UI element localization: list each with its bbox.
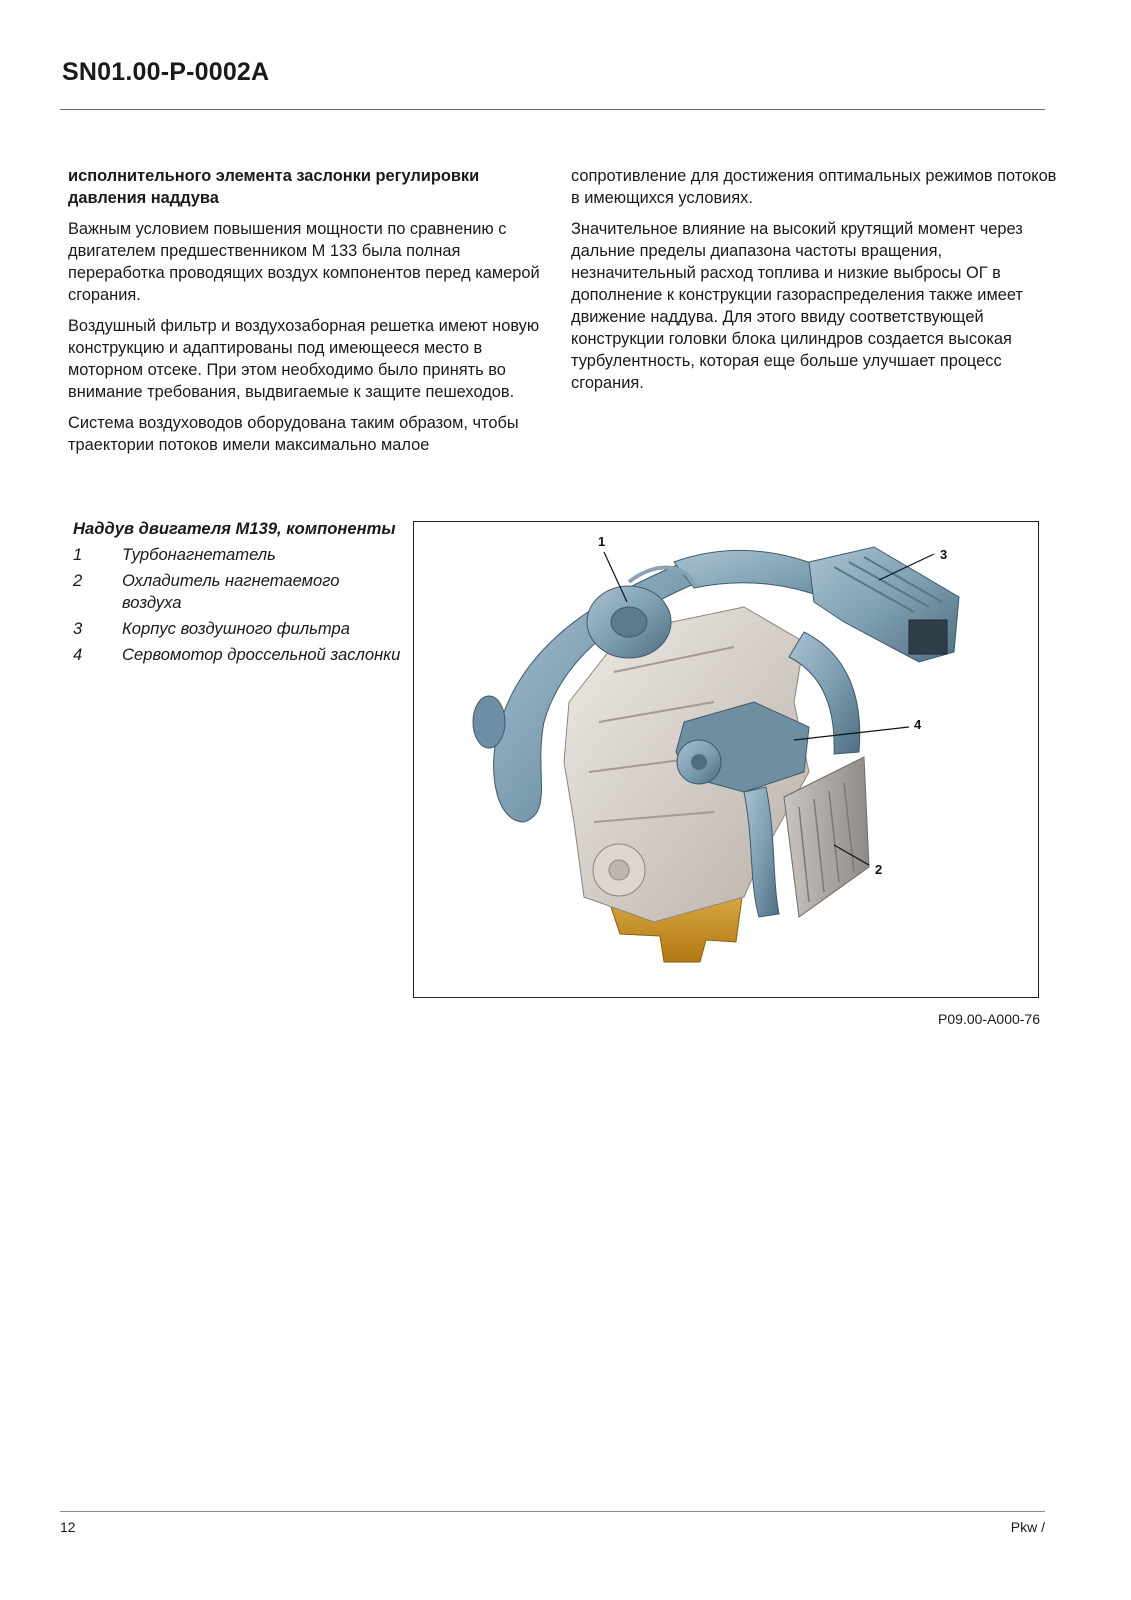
legend-item [73,544,403,566]
figure-legend [73,518,403,670]
timing-cover-hub [609,860,629,880]
section-heading: исполнительного элемента заслонки регулировки давления наддува [68,167,480,207]
legend-title: Наддув двигателя M139, компоненты [73,519,396,538]
right-text-column [571,165,1063,403]
engine-illustration [413,521,1039,998]
legend-number: 1 [73,545,83,564]
paragraph: Важным условием повышения мощности по сравнению с двигателем предшественником M 133 была полная переработка проводящих воздух компонентов перед камерой сгорания. [68,220,540,304]
callout-2: 2 [875,862,883,877]
legend-label: Корпус воздушного фильтра [122,619,350,638]
callout-1: 1 [598,534,606,549]
legend-label: Сервомотор дроссельной заслонки [122,645,401,664]
paragraph: сопротивление для достижения оптимальных режимов потоков в имеющихся условиях. [571,167,1057,207]
document-id: SN01.00-P-0002A [62,58,270,86]
filter-outlet [909,620,947,654]
legend-item [73,644,403,666]
legend-number: 2 [73,571,83,590]
footer-label: Pkw / [1010,1519,1045,1535]
throttle-servo-hub [691,754,707,770]
header-divider [60,109,1045,110]
legend-item [73,570,403,614]
legend-item [73,618,403,640]
callout-4: 4 [914,717,922,732]
paragraph: Система воздуховодов оборудована таким образом, чтобы траектории потоков имели максимально малое [68,414,519,454]
turbocharger-core [611,607,647,637]
figure-reference: P09.00-A000-76 [938,1011,1040,1027]
legend-label: Турбонагнетатель [122,545,276,564]
paragraph: Воздушный фильтр и воздухозаборная решетка имеют новую конструкцию и адаптированы под имеющееся место в моторном отсеке. При этом необходимо было принять во внимание требования, выдвигаемые к защите пешеходов. [68,317,540,401]
callout-3: 3 [940,547,948,562]
duct-inlet [473,696,505,748]
legend-label: Охладитель нагнетаемого воздуха [122,571,340,612]
left-text-column [68,165,548,465]
legend-number: 3 [73,619,83,638]
page-number: 12 [60,1519,76,1535]
engine-drawing [414,522,1038,997]
footer-divider [60,1511,1045,1512]
paragraph: Значительное влияние на высокий крутящий момент через дальние пределы диапазона частоты вращения, незначительный расход топлива и низкие выбросы ОГ в дополнение к конструкции газораспределения также имеет движение наддува. Для этого ввиду соответствующей конструкции головки блока цилиндров создается высокая турбулентность, которая еще больше улучшает процесс сгорания. [571,220,1023,392]
legend-number: 4 [73,645,83,664]
